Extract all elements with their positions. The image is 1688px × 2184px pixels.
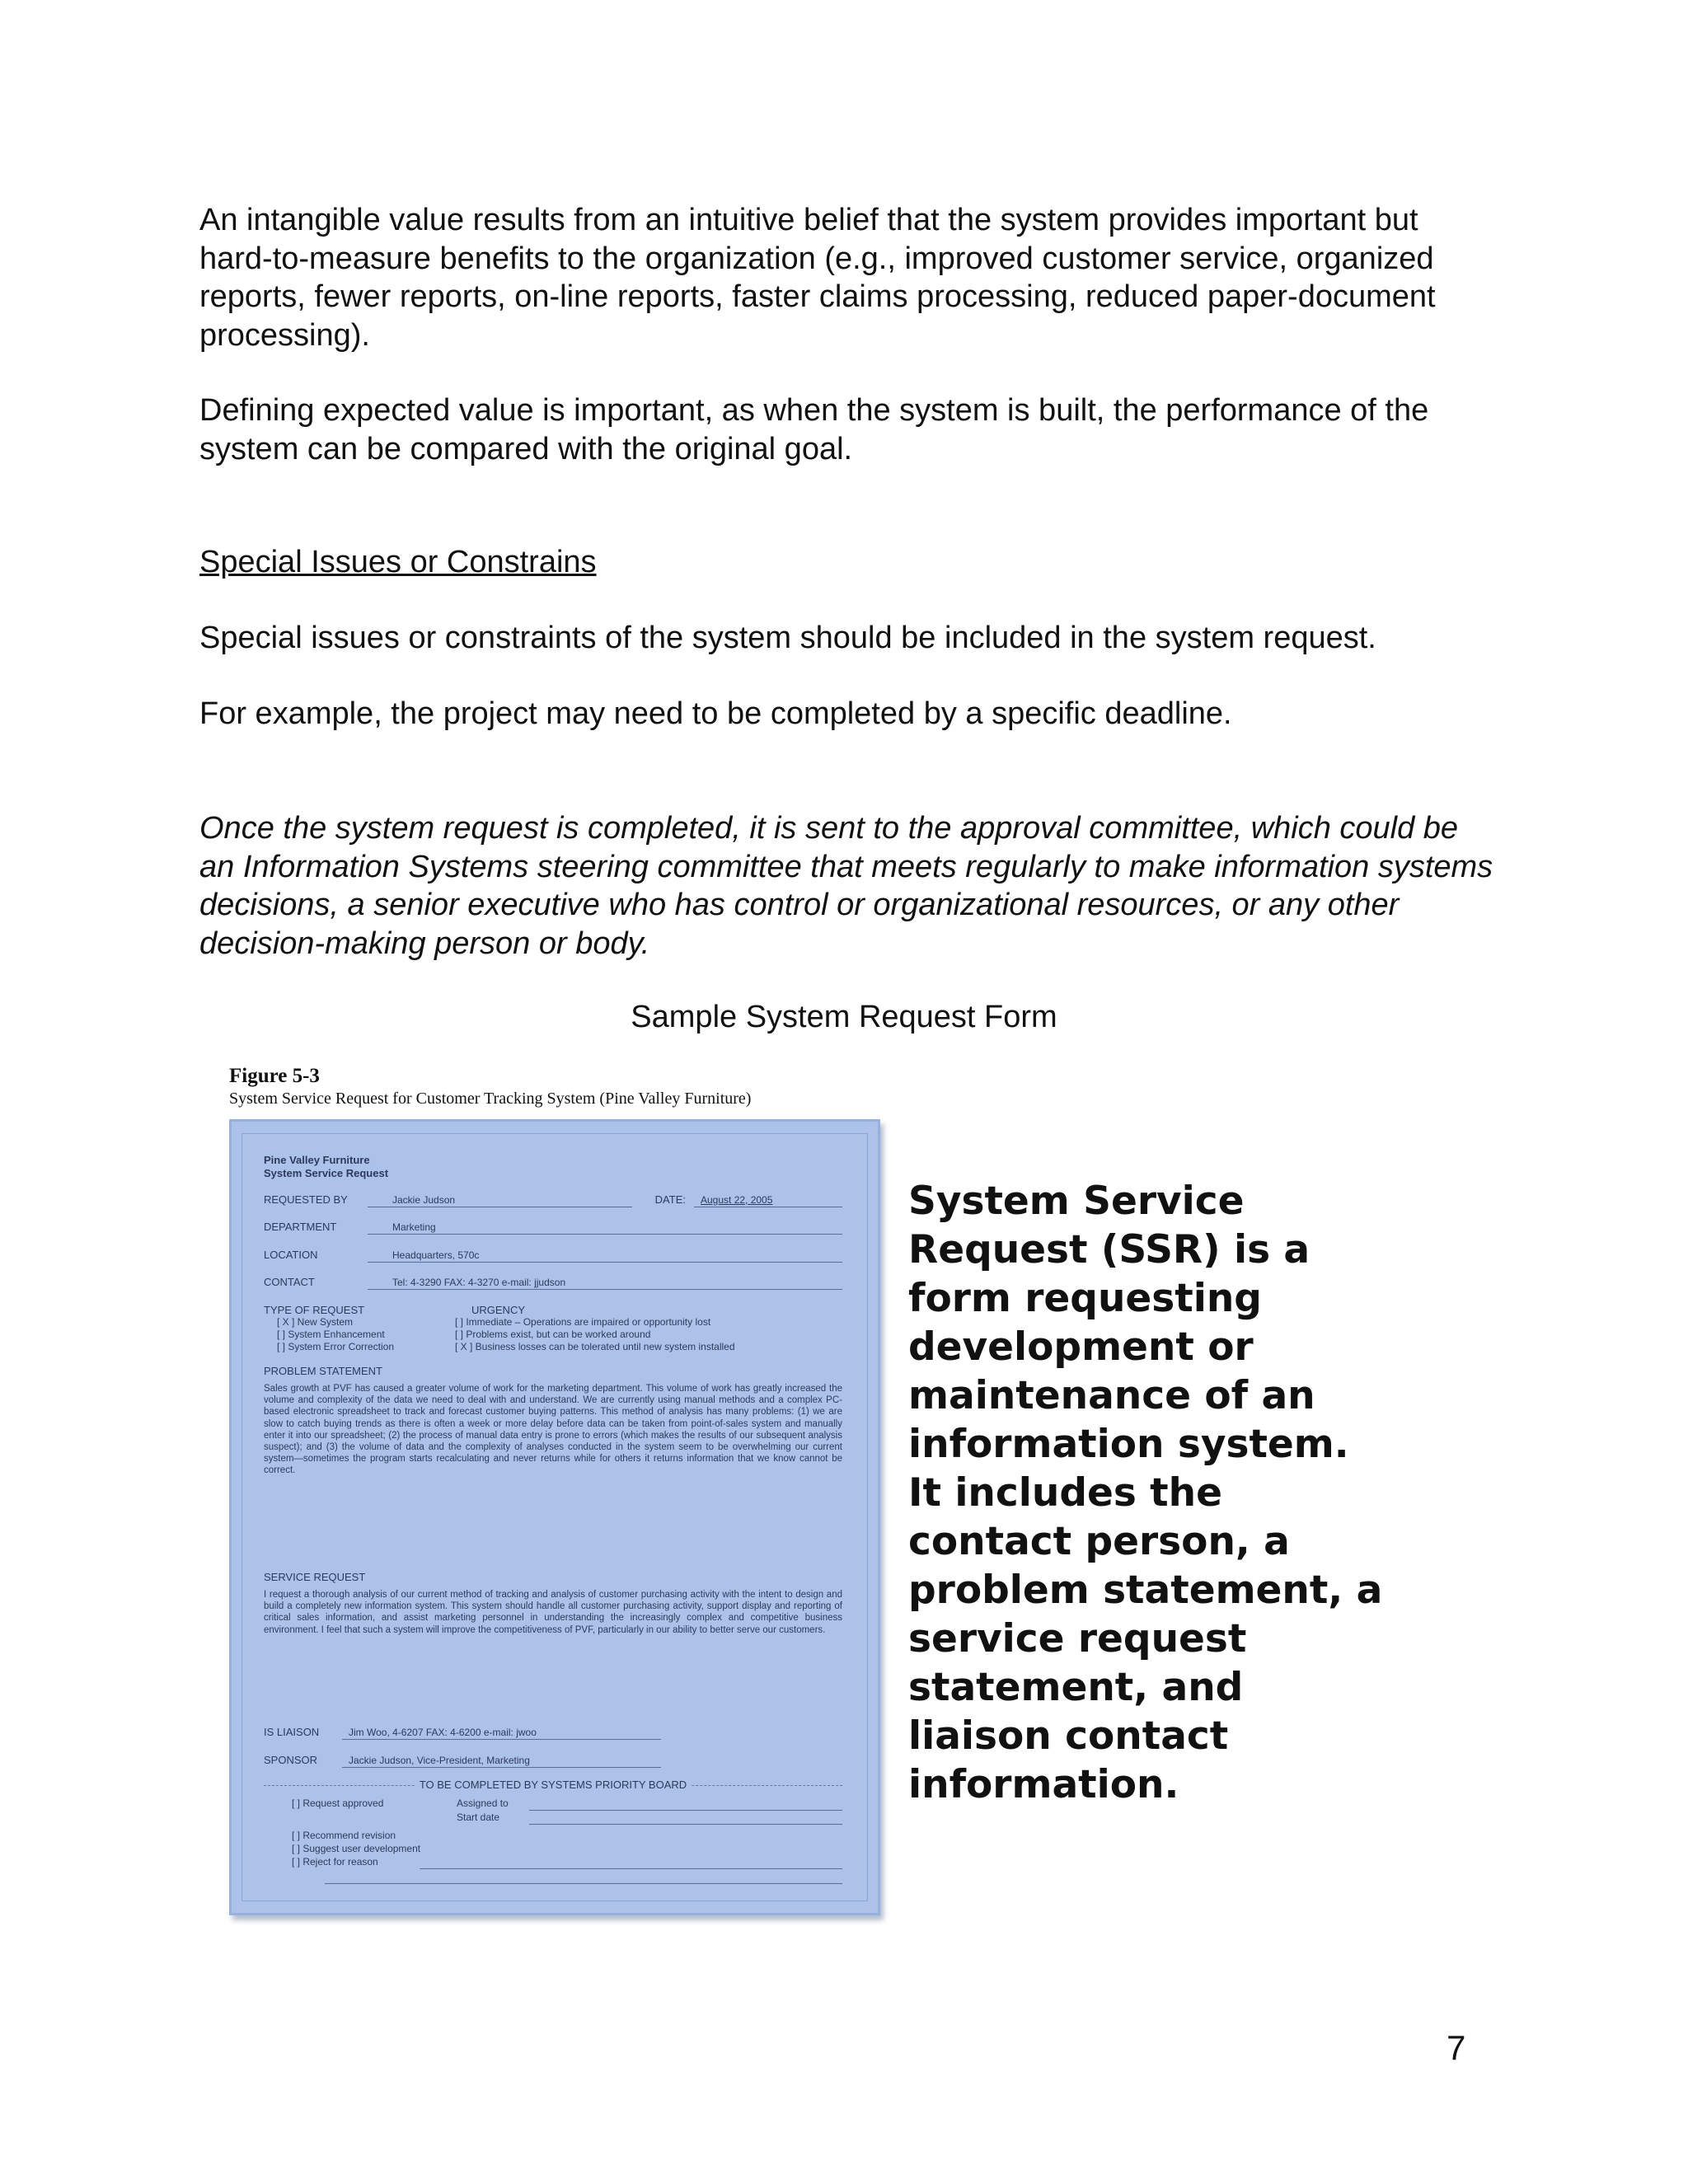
priority-board-title: TO BE COMPLETED BY SYSTEMS PRIORITY BOARD [415, 1779, 692, 1791]
start-date-line [529, 1824, 842, 1825]
is-liaison-label: IS LIAISON [264, 1726, 320, 1738]
location-value: Headquarters, 570c [368, 1249, 842, 1263]
type-option-error-correction: [ ] System Error Correction [277, 1341, 395, 1352]
form-row-is-liaison [264, 1726, 661, 1741]
sponsor-value: Jackie Judson, Vice-President, Marketing [342, 1754, 661, 1768]
ssr-description: System Service Request (SSR) is a form requesting development or maintenance of an information system. It includes the contact person, a problem statement, a service request statement, and liaison contact information. [908, 1179, 1383, 1807]
service-request-section [264, 1571, 842, 1636]
contact-label: CONTACT [264, 1276, 315, 1288]
paragraph-intangible-value: An intangible value results from an intuitive belief that the system provides important but hard-to-measure benefits to the organization (e.g., improved customer service, organized reports, fewer reports, on-line reports, faster claims processing, reduced paper-document processing). [199, 203, 1436, 353]
reject-reason-line [420, 1868, 842, 1869]
service-request-text: I request a thorough analysis of our current method of tracking and analysis of customer purchasing activity with the intent to design and build a completely new information system. This system should handle all customer purchasing activity, support display and reporting of critical sales information, and assist marketing personnel in understanding the increasingly complex and competitive business environment. I feel that such a system will improve the competitiveness of PVF, particularly in our ability to better serve our customers. [264, 1590, 842, 1635]
system-service-request-form-image [229, 1119, 880, 1915]
assigned-to-label: Assigned to [457, 1797, 509, 1809]
urgency-option-problems: [ ] Problems exist, but can be worked around [455, 1329, 651, 1340]
urgency-group [455, 1304, 842, 1353]
check-suggest-user-development: [ ] Suggest user development [292, 1843, 421, 1854]
date-value: August 22, 2005 [694, 1193, 842, 1207]
form-row-department [264, 1221, 842, 1235]
problem-statement-label: PROBLEM STATEMENT [264, 1365, 382, 1377]
sponsor-label: SPONSOR [264, 1754, 318, 1766]
requested-by-value: Jackie Judson [368, 1193, 632, 1207]
department-label: DEPARTMENT [264, 1221, 337, 1233]
reject-reason-line-2 [325, 1883, 842, 1884]
check-request-approved: [ ] Request approved [292, 1797, 384, 1809]
problem-statement-section [264, 1365, 842, 1477]
type-of-request-group [264, 1304, 394, 1353]
contact-value: Tel: 4-3290 FAX: 4-3270 e-mail: jjudson [368, 1276, 842, 1290]
figure-caption: Sample System Request Form [631, 1000, 1057, 1034]
problem-statement-text: Sales growth at PVF has caused a greater volume of work for the marketing department. This volume of work has greatly increased the volume and complexity of the data we need to deal with and understand. We are currently using manual methods and a complex PC-based electronic spreadsheet to track and forecast customer buying patterns. This method of analysis has many problems: (1) we are slow to catch buying trends as there is often a week or more delay before data can be taken from point-of-sales system and manually enter it into our spreadsheet; (2) the process of manual data entry is prone to errors (which makes the results of our subsequent analysis suspect); and (3) the volume of data and the complexity of analyses conducted in the system seem to be overwhelming our current system—sometimes the program starts recalculating and never returns while for others it returns information that we know cannot be correct. [264, 1384, 842, 1476]
paragraph-expected-value: Defining expected value is important, as when the system is built, the performance of the system can be compared with the original goal. [199, 393, 1429, 466]
form-row-requested-by [264, 1193, 842, 1208]
priority-board-divider [264, 1779, 842, 1791]
type-option-enhancement: [ ] System Enhancement [277, 1329, 385, 1340]
form-row-contact [264, 1276, 842, 1291]
urgency-label: URGENCY [471, 1304, 526, 1316]
service-request-label: SERVICE REQUEST [264, 1571, 366, 1583]
type-of-request-label: TYPE OF REQUEST [264, 1304, 365, 1316]
figure-title: System Service Request for Customer Tracking System (Pine Valley Furniture) [229, 1090, 752, 1108]
form-org-header [264, 1154, 388, 1180]
page-number: 7 [1447, 2028, 1466, 2067]
urgency-option-tolerated: [ X ] Business losses can be tolerated until new system installed [455, 1341, 735, 1352]
urgency-option-immediate: [ ] Immediate – Operations are impaired or opportunity lost [455, 1316, 711, 1328]
paragraph-approval-committee: Once the system request is completed, it is sent to the approval committee, which could be an Information Systems steering committee that meets regularly to make information systems decisions, a senior executive who has control or organizational resources, or any other decision-making person or body. [199, 811, 1493, 961]
is-liaison-value: Jim Woo, 4-6207 FAX: 4-6200 e-mail: jwoo [342, 1726, 661, 1740]
form-name: System Service Request [264, 1167, 389, 1179]
form-row-location [264, 1249, 842, 1263]
figure-header [229, 1065, 889, 1108]
check-reject-for-reason: [ ] Reject for reason [292, 1856, 378, 1868]
requested-by-label: REQUESTED BY [264, 1193, 348, 1206]
check-recommend-revision: [ ] Recommend revision [292, 1830, 396, 1841]
assigned-to-line [529, 1810, 842, 1811]
section-heading-special-issues: Special Issues or Constrains [199, 545, 597, 579]
form-row-sponsor [264, 1754, 661, 1769]
department-value: Marketing [368, 1221, 842, 1235]
form-border [241, 1133, 868, 1901]
figure-label: Figure 5-3 [229, 1065, 320, 1087]
start-date-label: Start date [457, 1811, 500, 1823]
form-org-name: Pine Valley Furniture [264, 1154, 370, 1166]
paragraph-special-issues: Special issues or constraints of the system should be included in the system request. [199, 621, 1376, 655]
date-label: DATE: [654, 1193, 686, 1206]
location-label: LOCATION [264, 1249, 318, 1261]
type-option-new-system: [ X ] New System [277, 1316, 354, 1328]
paragraph-example: For example, the project may need to be completed by a specific deadline. [199, 696, 1232, 731]
